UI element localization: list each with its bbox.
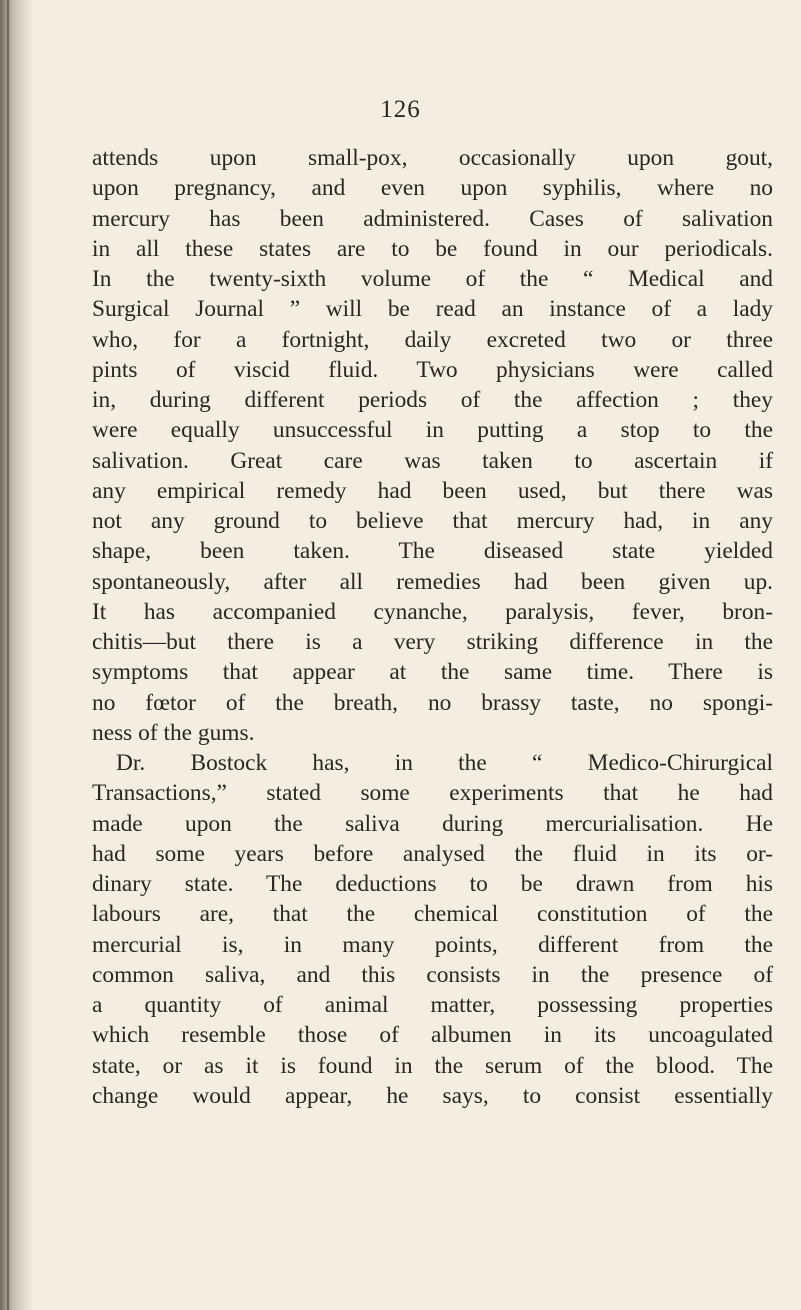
text-line: salivation. Great care was taken to ascertain if bbox=[92, 447, 773, 474]
text-line: made upon the saliva during mercurialisation. He bbox=[92, 810, 773, 837]
text-line: a quantity of animal matter, possessing properties bbox=[92, 992, 773, 1018]
body-text bbox=[92, 143, 773, 1111]
text-line: upon pregnancy, and even upon syphilis, where no bbox=[92, 175, 773, 202]
text-line: labours are, that the chemical constitution of the bbox=[92, 901, 773, 928]
text-line: had some years before analysed the fluid in its or- bbox=[92, 840, 773, 867]
binding-shadow bbox=[0, 0, 34, 1310]
binding-edge bbox=[7, 0, 9, 1310]
text-line: were equally unsuccessful in putting a stop to the bbox=[92, 417, 773, 444]
text-line: who, for a fortnight, daily excreted two or three bbox=[92, 326, 773, 353]
text-line: common saliva, and this consists in the presence of bbox=[92, 961, 773, 988]
text-line: in all these states are to be found in our periodicals. bbox=[92, 235, 773, 262]
text-line: It has accompanied cynanche, paralysis, fever, bron- bbox=[92, 598, 773, 625]
text-line: no fœtor of the breath, no brassy taste, no spongi- bbox=[92, 689, 773, 716]
text-line: mercurial is, in many points, different from the bbox=[92, 931, 773, 958]
text-line: state, or as it is found in the serum of the blood. The bbox=[92, 1052, 773, 1079]
text-line: In the twenty-sixth volume of the “ Medical and bbox=[92, 266, 773, 292]
text-line: chitis—but there is a very striking difference in the bbox=[92, 629, 773, 655]
text-line: mercury has been administered. Cases of salivation bbox=[92, 205, 773, 232]
text-line: shape, been taken. The diseased state yielded bbox=[92, 538, 773, 565]
page-number: 126 bbox=[380, 96, 421, 123]
text-line: any empirical remedy had been used, but there was bbox=[92, 477, 773, 504]
text-line: which resemble those of albumen in its uncoagulated bbox=[92, 1022, 773, 1049]
text-line: Transactions,” stated some experiments that he had bbox=[92, 780, 773, 807]
text-line: change would appear, he says, to consist essentially bbox=[92, 1082, 773, 1109]
text-line: pints of viscid fluid. Two physicians were called bbox=[92, 356, 773, 383]
text-line: dinary state. The deductions to be drawn from his bbox=[92, 871, 773, 897]
text-line: symptoms that appear at the same time. There is bbox=[92, 659, 773, 686]
text-line: Surgical Journal ” will be read an instance of a lady bbox=[92, 296, 773, 323]
text-line: spontaneously, after all remedies had been given up. bbox=[92, 568, 773, 595]
paragraph-start-line: Dr. Bostock has, in the “ Medico-Chirurgical bbox=[116, 750, 773, 776]
paragraph-end-line: ness of the gums. bbox=[92, 719, 255, 746]
text-line: attends upon small-pox, occasionally upon gout, bbox=[92, 145, 773, 171]
text-line: in, during different periods of the affection ; they bbox=[92, 387, 773, 413]
text-line: not any ground to believe that mercury had, in any bbox=[92, 508, 773, 534]
